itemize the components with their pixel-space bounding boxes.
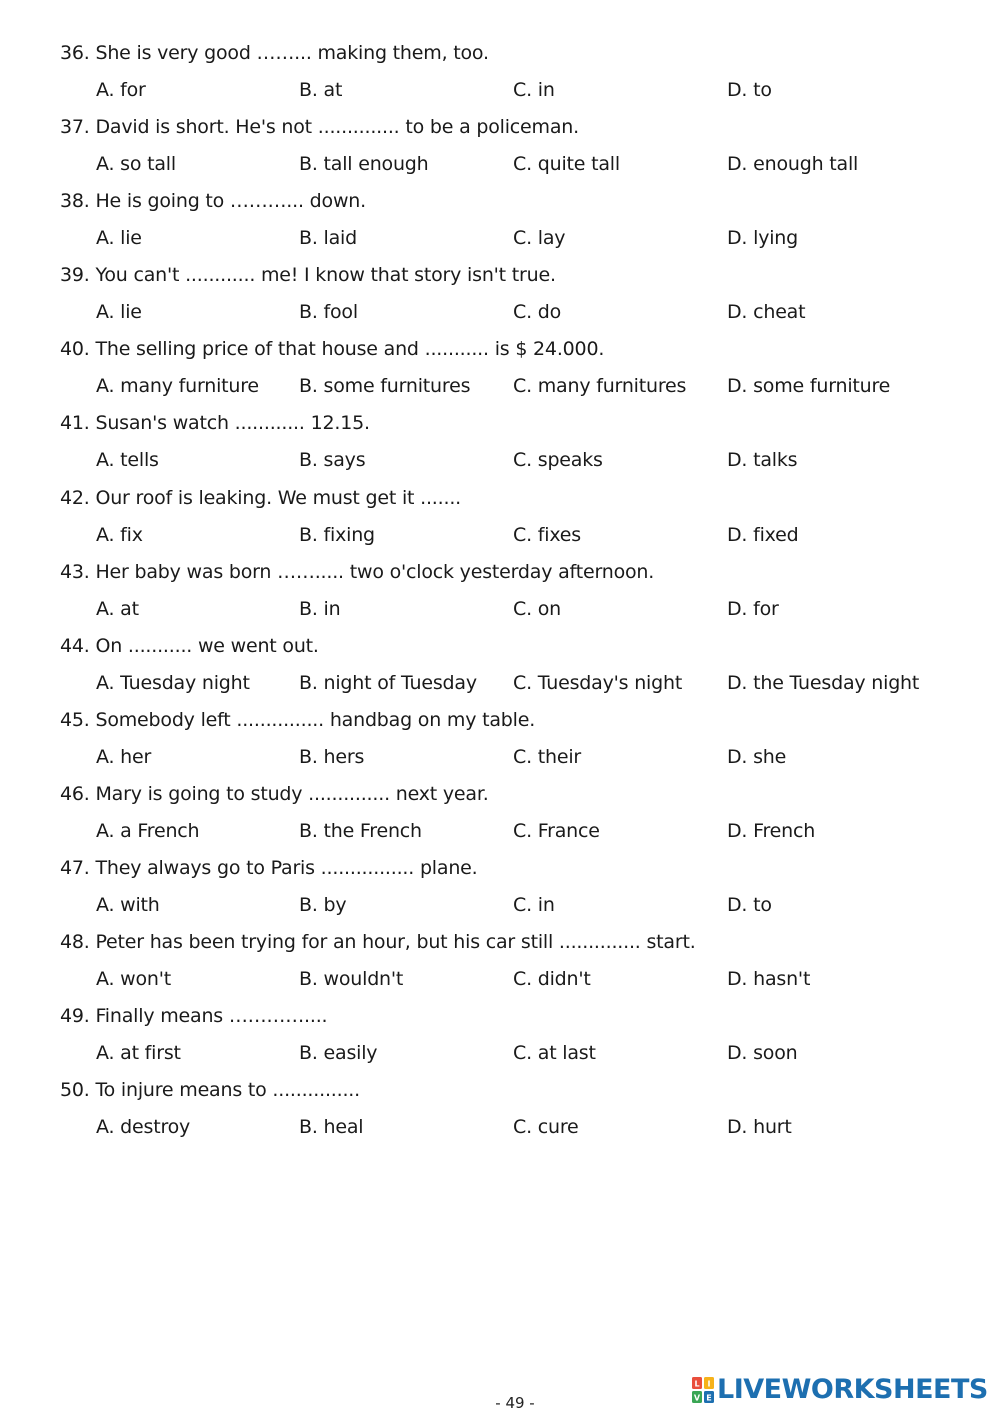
question-41 xyxy=(60,405,960,479)
option-a[interactable]: A. many furniture xyxy=(96,375,259,398)
option-a[interactable]: A. so tall xyxy=(96,153,176,176)
question-49 xyxy=(60,998,960,1072)
option-c[interactable]: C. in xyxy=(513,894,555,917)
question-43 xyxy=(60,554,960,628)
option-b[interactable]: B. tall enough xyxy=(299,153,429,176)
answer-options xyxy=(96,961,966,998)
option-d[interactable]: D. soon xyxy=(727,1042,798,1065)
question-stem: 39. You can't ............ me! I know that story isn't true. xyxy=(60,264,556,287)
svg-text:I: I xyxy=(707,1379,711,1389)
option-d[interactable]: D. enough tall xyxy=(727,153,859,176)
question-39 xyxy=(60,257,960,331)
option-c[interactable]: C. do xyxy=(513,301,562,324)
page-number: - 49 - xyxy=(495,1394,535,1412)
option-d[interactable]: D. some furniture xyxy=(727,375,891,398)
answer-options xyxy=(96,368,966,405)
option-c[interactable]: C. their xyxy=(513,745,582,768)
option-c[interactable]: C. quite tall xyxy=(513,153,620,176)
question-stem: 40. The selling price of that house and ........... is $ 24.000. xyxy=(60,338,605,361)
option-b[interactable]: B. easily xyxy=(299,1042,378,1065)
option-d[interactable]: D. fixed xyxy=(727,523,799,546)
answer-options xyxy=(96,1109,966,1146)
option-a[interactable]: A. for xyxy=(96,79,146,101)
answer-options xyxy=(96,294,966,331)
option-b[interactable]: B. night of Tuesday xyxy=(299,671,477,694)
answer-options xyxy=(96,220,966,257)
option-c[interactable]: C. many furnitures xyxy=(513,375,687,398)
option-a[interactable]: A. a French xyxy=(96,819,200,842)
option-c[interactable]: C. lay xyxy=(513,227,566,250)
question-stem: 46. Mary is going to study .............. next year. xyxy=(60,782,489,805)
option-a[interactable]: A. at xyxy=(96,597,139,620)
answer-options xyxy=(96,591,966,628)
option-b[interactable]: B. wouldn't xyxy=(299,968,404,991)
option-a[interactable]: A. lie xyxy=(96,227,142,250)
option-b[interactable]: B. by xyxy=(299,894,347,917)
option-c[interactable]: C. at last xyxy=(513,1042,596,1065)
logo-text: LIVEWORKSHEETS xyxy=(717,1374,988,1405)
option-d[interactable]: D. cheat xyxy=(727,301,806,324)
answer-options xyxy=(96,813,966,850)
question-38 xyxy=(60,183,960,257)
option-b[interactable]: B. the French xyxy=(299,819,422,842)
answer-options xyxy=(96,442,966,479)
option-c[interactable]: C. France xyxy=(513,819,600,842)
question-48 xyxy=(60,924,960,998)
option-a[interactable]: A. lie xyxy=(96,301,142,324)
option-c[interactable]: C. didn't xyxy=(513,968,591,991)
option-a[interactable]: A. won't xyxy=(96,968,172,991)
option-a[interactable]: A. fix xyxy=(96,523,143,546)
question-37 xyxy=(60,109,960,183)
option-b[interactable]: B. some furnitures xyxy=(299,375,471,398)
option-d[interactable]: D. French xyxy=(727,819,816,842)
option-a[interactable]: A. Tuesday night xyxy=(96,671,250,694)
option-b[interactable]: B. at xyxy=(299,79,343,101)
option-d[interactable]: D. hurt xyxy=(727,1116,792,1139)
option-b[interactable]: B. in xyxy=(299,597,341,620)
option-a[interactable]: A. destroy xyxy=(96,1116,191,1139)
question-44 xyxy=(60,628,960,702)
question-stem: 37. David is short. He's not .............. to be a policeman. xyxy=(60,116,579,139)
option-d[interactable]: D. to xyxy=(727,894,772,917)
option-c[interactable]: C. fixes xyxy=(513,523,581,546)
option-c[interactable]: C. on xyxy=(513,597,562,620)
option-b[interactable]: B. fixing xyxy=(299,523,375,546)
question-45 xyxy=(60,702,960,776)
question-stem: 47. They always go to Paris ................ plane. xyxy=(60,857,478,880)
option-d[interactable]: D. talks xyxy=(727,449,798,472)
answer-options xyxy=(96,1035,966,1072)
question-46 xyxy=(60,776,960,850)
liveworksheets-logo-icon xyxy=(692,1377,714,1403)
question-stem: 49. Finally means ………….... xyxy=(60,1005,328,1028)
option-b[interactable]: B. says xyxy=(299,449,366,472)
option-a[interactable]: A. her xyxy=(96,745,152,768)
option-d[interactable]: D. hasn't xyxy=(727,968,811,991)
answer-options xyxy=(96,665,966,702)
question-stem: 48. Peter has been trying for an hour, but his car still .............. start. xyxy=(60,931,696,954)
svg-text:L: L xyxy=(694,1379,700,1389)
svg-text:E: E xyxy=(706,1393,712,1403)
option-c[interactable]: C. Tuesday's night xyxy=(513,671,683,694)
question-stem: 45. Somebody left ............... handbag on my table. xyxy=(60,708,536,731)
question-stem: 50. To injure means to ............... xyxy=(60,1079,360,1102)
option-c[interactable]: C. in xyxy=(513,79,555,101)
option-d[interactable]: D. lying xyxy=(727,227,799,250)
question-list xyxy=(60,35,960,1146)
answer-options xyxy=(96,739,966,776)
svg-text:V: V xyxy=(693,1393,701,1403)
option-b[interactable]: B. laid xyxy=(299,227,357,250)
option-a[interactable]: A. at first xyxy=(96,1042,181,1065)
option-c[interactable]: C. speaks xyxy=(513,449,603,472)
option-b[interactable]: B. fool xyxy=(299,301,358,324)
question-stem: 41. Susan's watch ............ 12.15. xyxy=(60,412,370,435)
option-d[interactable]: D. the Tuesday night xyxy=(727,671,920,694)
answer-options xyxy=(96,517,966,554)
answer-options xyxy=(96,887,966,924)
question-36 xyxy=(60,35,960,109)
question-stem: 42. Our roof is leaking. We must get it ....... xyxy=(60,486,461,509)
option-d[interactable]: D. she xyxy=(727,745,787,768)
option-d[interactable]: D. for xyxy=(727,597,779,620)
question-50 xyxy=(60,1072,960,1146)
option-a[interactable]: A. with xyxy=(96,894,160,917)
question-42 xyxy=(60,480,960,554)
answer-options xyxy=(96,72,966,109)
question-stem: 36. She is very good ……... making them, too. xyxy=(60,42,489,64)
option-b[interactable]: B. heal xyxy=(299,1116,364,1139)
question-stem: 43. Her baby was born ……..... two o'clock yesterday afternoon. xyxy=(60,560,655,583)
option-a[interactable]: A. tells xyxy=(96,449,159,472)
option-d[interactable]: D. to xyxy=(727,79,772,101)
question-stem: 38. He is going to ………... down. xyxy=(60,190,366,213)
option-b[interactable]: B. hers xyxy=(299,745,365,768)
question-40 xyxy=(60,331,960,405)
option-c[interactable]: C. cure xyxy=(513,1116,579,1139)
question-47 xyxy=(60,850,960,924)
liveworksheets-logo[interactable] xyxy=(692,1372,988,1408)
answer-options xyxy=(96,146,966,183)
question-stem: 44. On ........... we went out. xyxy=(60,634,319,657)
